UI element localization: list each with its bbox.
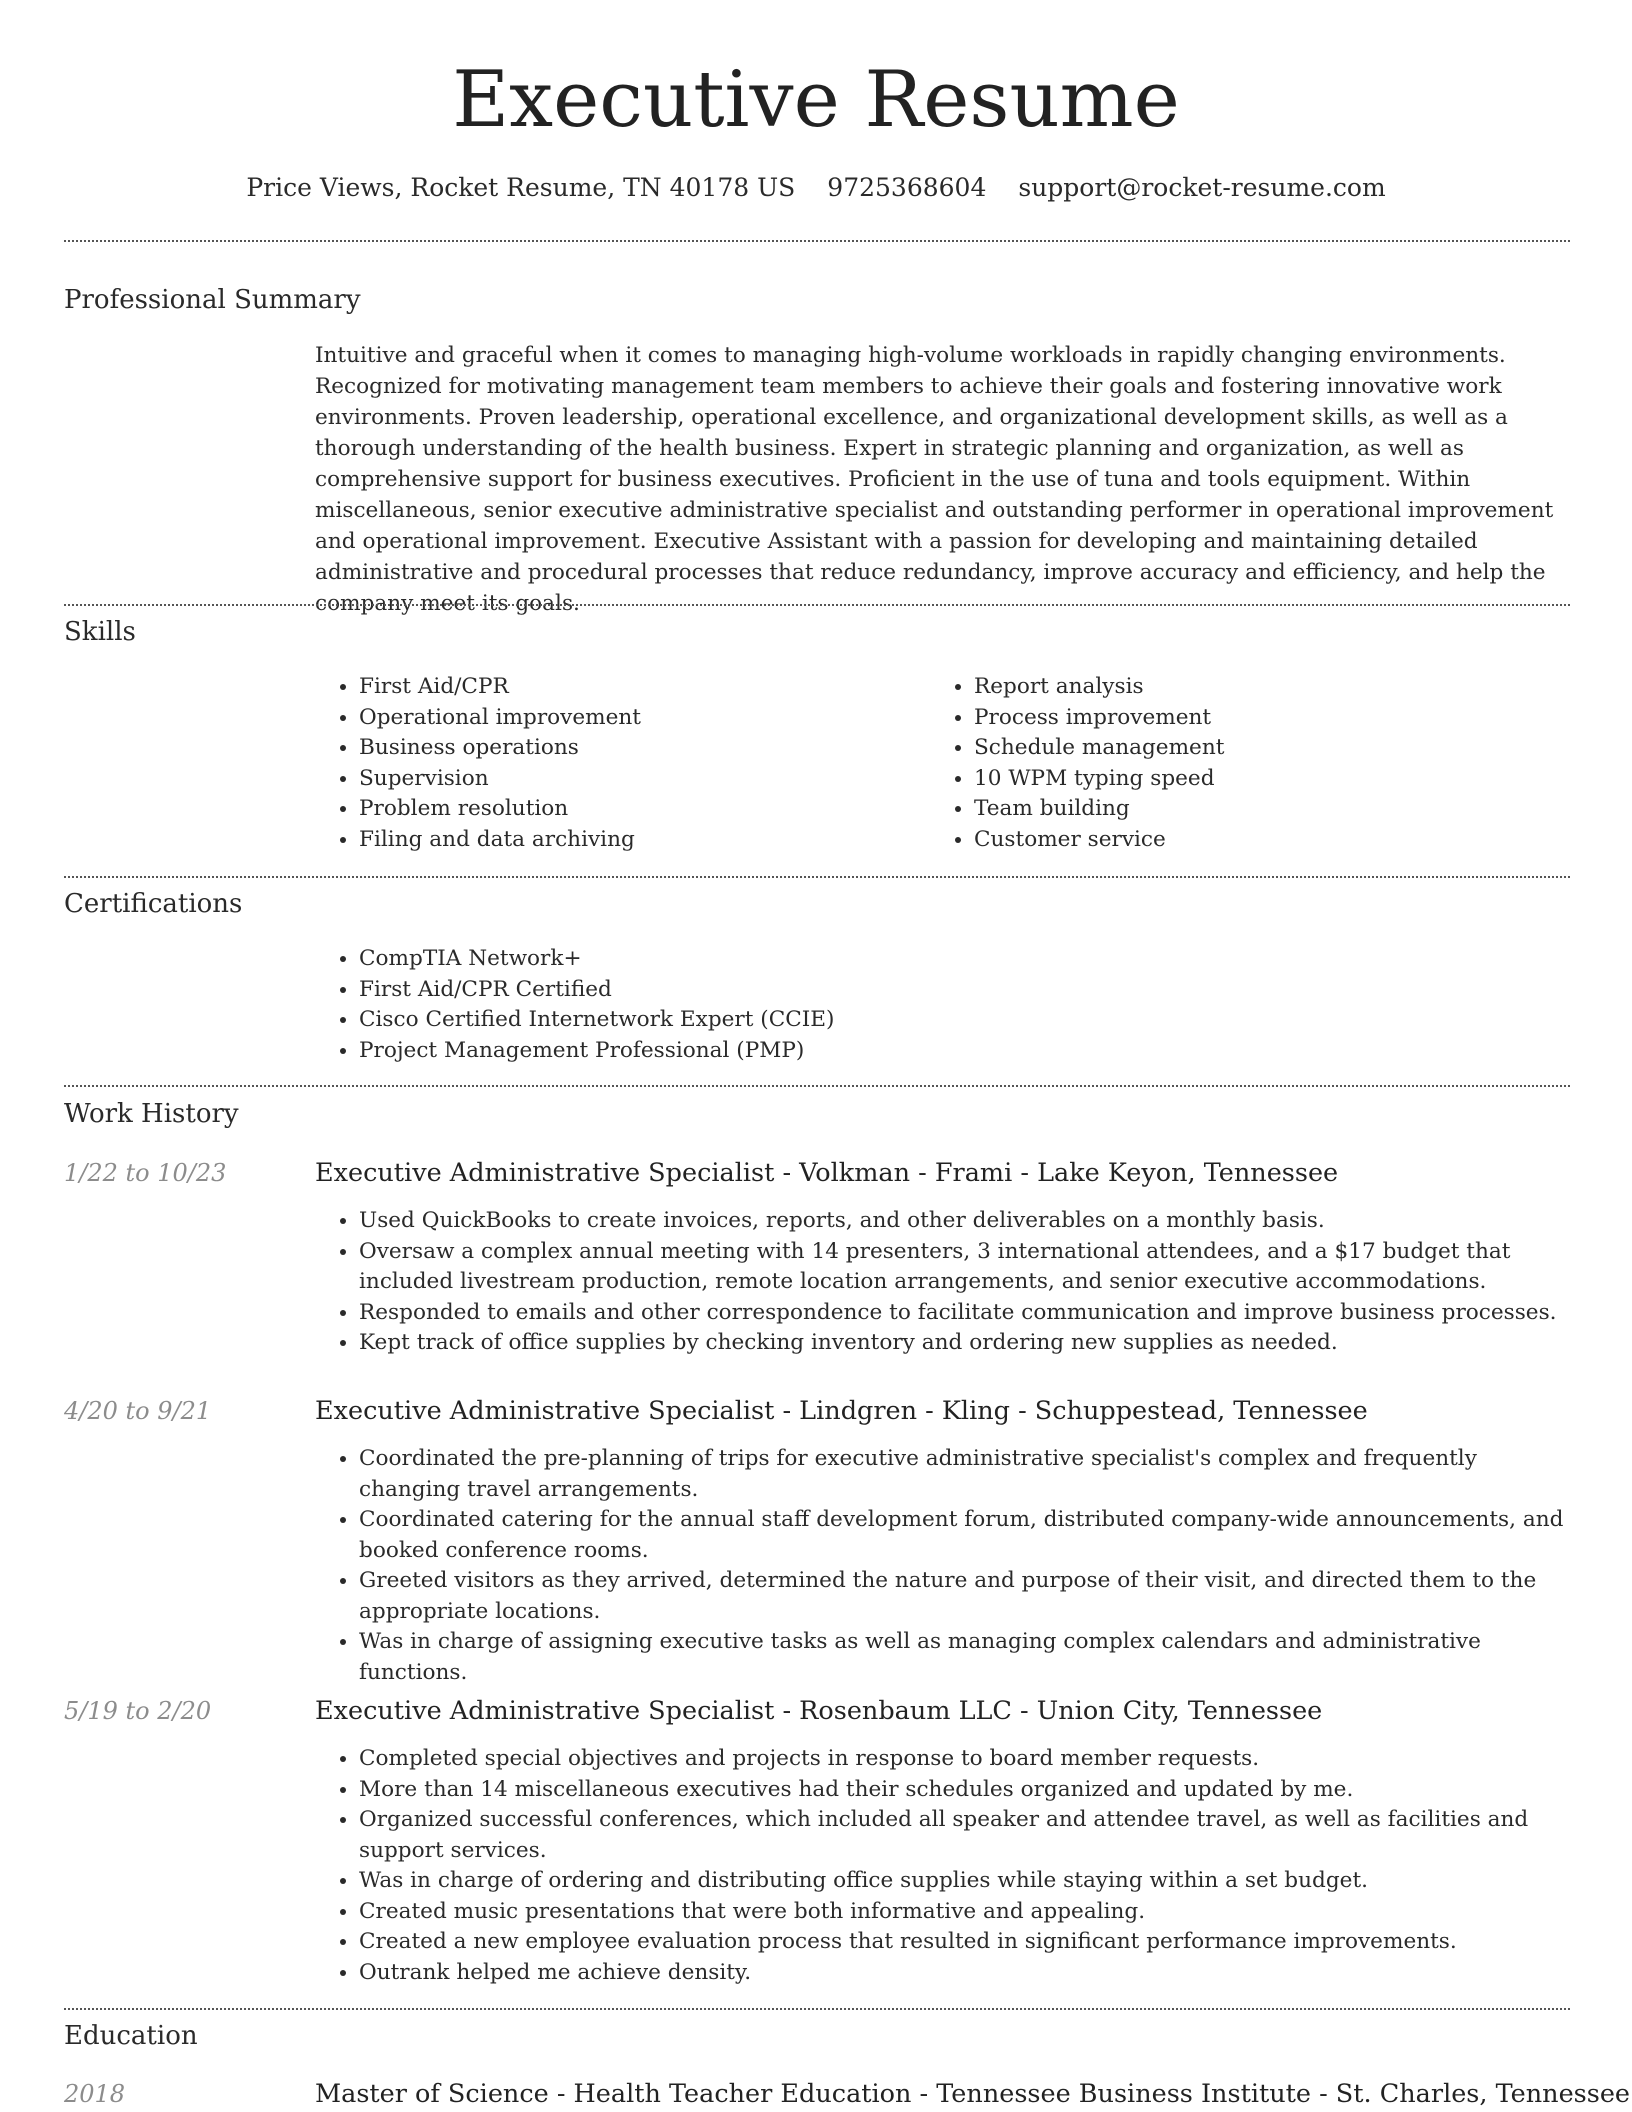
job-title: Executive Administrative Specialist - Lindgren - Kling - Schuppestead, Tennessee — [315, 1396, 1368, 1426]
list-item: • First Aid/CPR — [359, 672, 919, 703]
list-item: • Operational improvement — [359, 703, 919, 734]
list-item: • Supervision — [359, 764, 919, 795]
list-item: • Filing and data archiving — [359, 825, 919, 856]
list-item: • Business operations — [359, 733, 919, 764]
certifications-list — [315, 944, 1559, 1066]
list-item: • First Aid/CPR Certified — [359, 975, 1559, 1006]
list-item: • Customer service — [974, 825, 1534, 856]
job-title: Executive Administrative Specialist - Volkman - Frami - Lake Keyon, Tennessee — [315, 1158, 1339, 1188]
skills-list-left — [315, 672, 919, 855]
job-dates: 4/20 to 9/21 — [64, 1397, 212, 1425]
list-item: • Was in charge of ordering and distributing office supplies while staying within a set budget. — [359, 1866, 1579, 1897]
list-item: • Coordinated the pre-planning of trips for executive administrative specialist's complex and frequently changing travel arrangements. — [359, 1444, 1579, 1505]
list-item: • Schedule management — [974, 733, 1534, 764]
divider — [64, 1085, 1570, 1087]
list-item: • Kept track of office supplies by checking inventory and ordering new supplies as needed. — [359, 1328, 1579, 1359]
divider — [64, 2008, 1570, 2010]
skills-list-right — [930, 672, 1534, 855]
list-item: • Report analysis — [974, 672, 1534, 703]
divider — [64, 604, 1570, 606]
contact-email: support@rocket-resume.com — [1018, 173, 1386, 202]
list-item: • 10 WPM typing speed — [974, 764, 1534, 795]
list-item: • Oversaw a complex annual meeting with 14 presenters, 3 international attendees, and a $17 budget that included livestream production, remote location arrangements, and senior executive accommodations. — [359, 1237, 1579, 1298]
section-title-certifications: Certifications — [64, 889, 243, 919]
job-bullets — [315, 1444, 1579, 1688]
list-item: • Was in charge of assigning executive tasks as well as managing complex calendars and administrative functions. — [359, 1627, 1579, 1688]
contact-address: Price Views, Rocket Resume, TN 40178 US — [246, 173, 796, 202]
list-item: • Greeted visitors as they arrived, determined the nature and purpose of their visit, and directed them to the appropriate locations. — [359, 1566, 1579, 1627]
list-item: • Problem resolution — [359, 794, 919, 825]
list-item: • Used QuickBooks to create invoices, reports, and other deliverables on a monthly basis. — [359, 1206, 1579, 1237]
education-year: 2018 — [64, 2080, 126, 2108]
summary-text: Intuitive and graceful when it comes to managing high-volume workloads in rapidly changing environments. Recognized for motivating management team members to achieve their goals and fostering innovative work environments. Proven leadership, operational excellence, and organizational development skills, as well as a thorough understanding of the health business. Expert in strategic planning and organization, as well as comprehensive support for business executives. Proficient in the use of tuna and tools equipment. Within miscellaneous, senior executive administrative specialist and outstanding performer in operational improvement and operational improvement. Executive Assistant with a passion for developing and maintaining detailed administrative and procedural processes that reduce redundancy, improve accuracy and efficiency, and help the company meet its goals. — [315, 343, 1554, 616]
list-item: • Project Management Professional (PMP) — [359, 1036, 1559, 1067]
job-bullets — [315, 1744, 1579, 1988]
list-item: • Outrank helped me achieve density. — [359, 1958, 1579, 1989]
list-item: • Created music presentations that were both informative and appealing. — [359, 1897, 1579, 1928]
job-dates: 1/22 to 10/23 — [64, 1159, 227, 1187]
section-title-summary: Professional Summary — [64, 285, 361, 315]
list-item: • Cisco Certified Internetwork Expert (CCIE) — [359, 1005, 1559, 1036]
divider — [64, 240, 1570, 242]
list-item: • Created a new employee evaluation process that resulted in significant performance improvements. — [359, 1927, 1579, 1958]
job-dates: 5/19 to 2/20 — [64, 1697, 212, 1725]
contact-line — [0, 168, 1632, 208]
education-title: Master of Science - Health Teacher Education - Tennessee Business Institute - St. Charles, Tennessee — [315, 2079, 1631, 2109]
list-item: • Completed special objectives and projects in response to board member requests. — [359, 1744, 1579, 1775]
list-item: • More than 14 miscellaneous executives had their schedules organized and updated by me. — [359, 1775, 1579, 1806]
resume-name: Executive Resume — [452, 55, 1180, 145]
job-title: Executive Administrative Specialist - Rosenbaum LLC - Union City, Tennessee — [315, 1696, 1323, 1726]
contact-phone: 9725368604 — [827, 173, 987, 202]
section-title-work-history: Work History — [64, 1099, 239, 1129]
divider — [64, 876, 1570, 878]
list-item: • Process improvement — [974, 703, 1534, 734]
list-item: • Organized successful conferences, which included all speaker and attendee travel, as well as facilities and support services. — [359, 1805, 1579, 1866]
list-item: • Coordinated catering for the annual staff development forum, distributed company-wide announcements, and booked conference rooms. — [359, 1505, 1579, 1566]
list-item: • Responded to emails and other correspondence to facilitate communication and improve business processes. — [359, 1298, 1579, 1329]
job-bullets — [315, 1206, 1579, 1359]
list-item: • Team building — [974, 794, 1534, 825]
list-item: • CompTIA Network+ — [359, 944, 1559, 975]
section-title-skills: Skills — [64, 617, 136, 647]
section-title-education: Education — [64, 2021, 198, 2051]
